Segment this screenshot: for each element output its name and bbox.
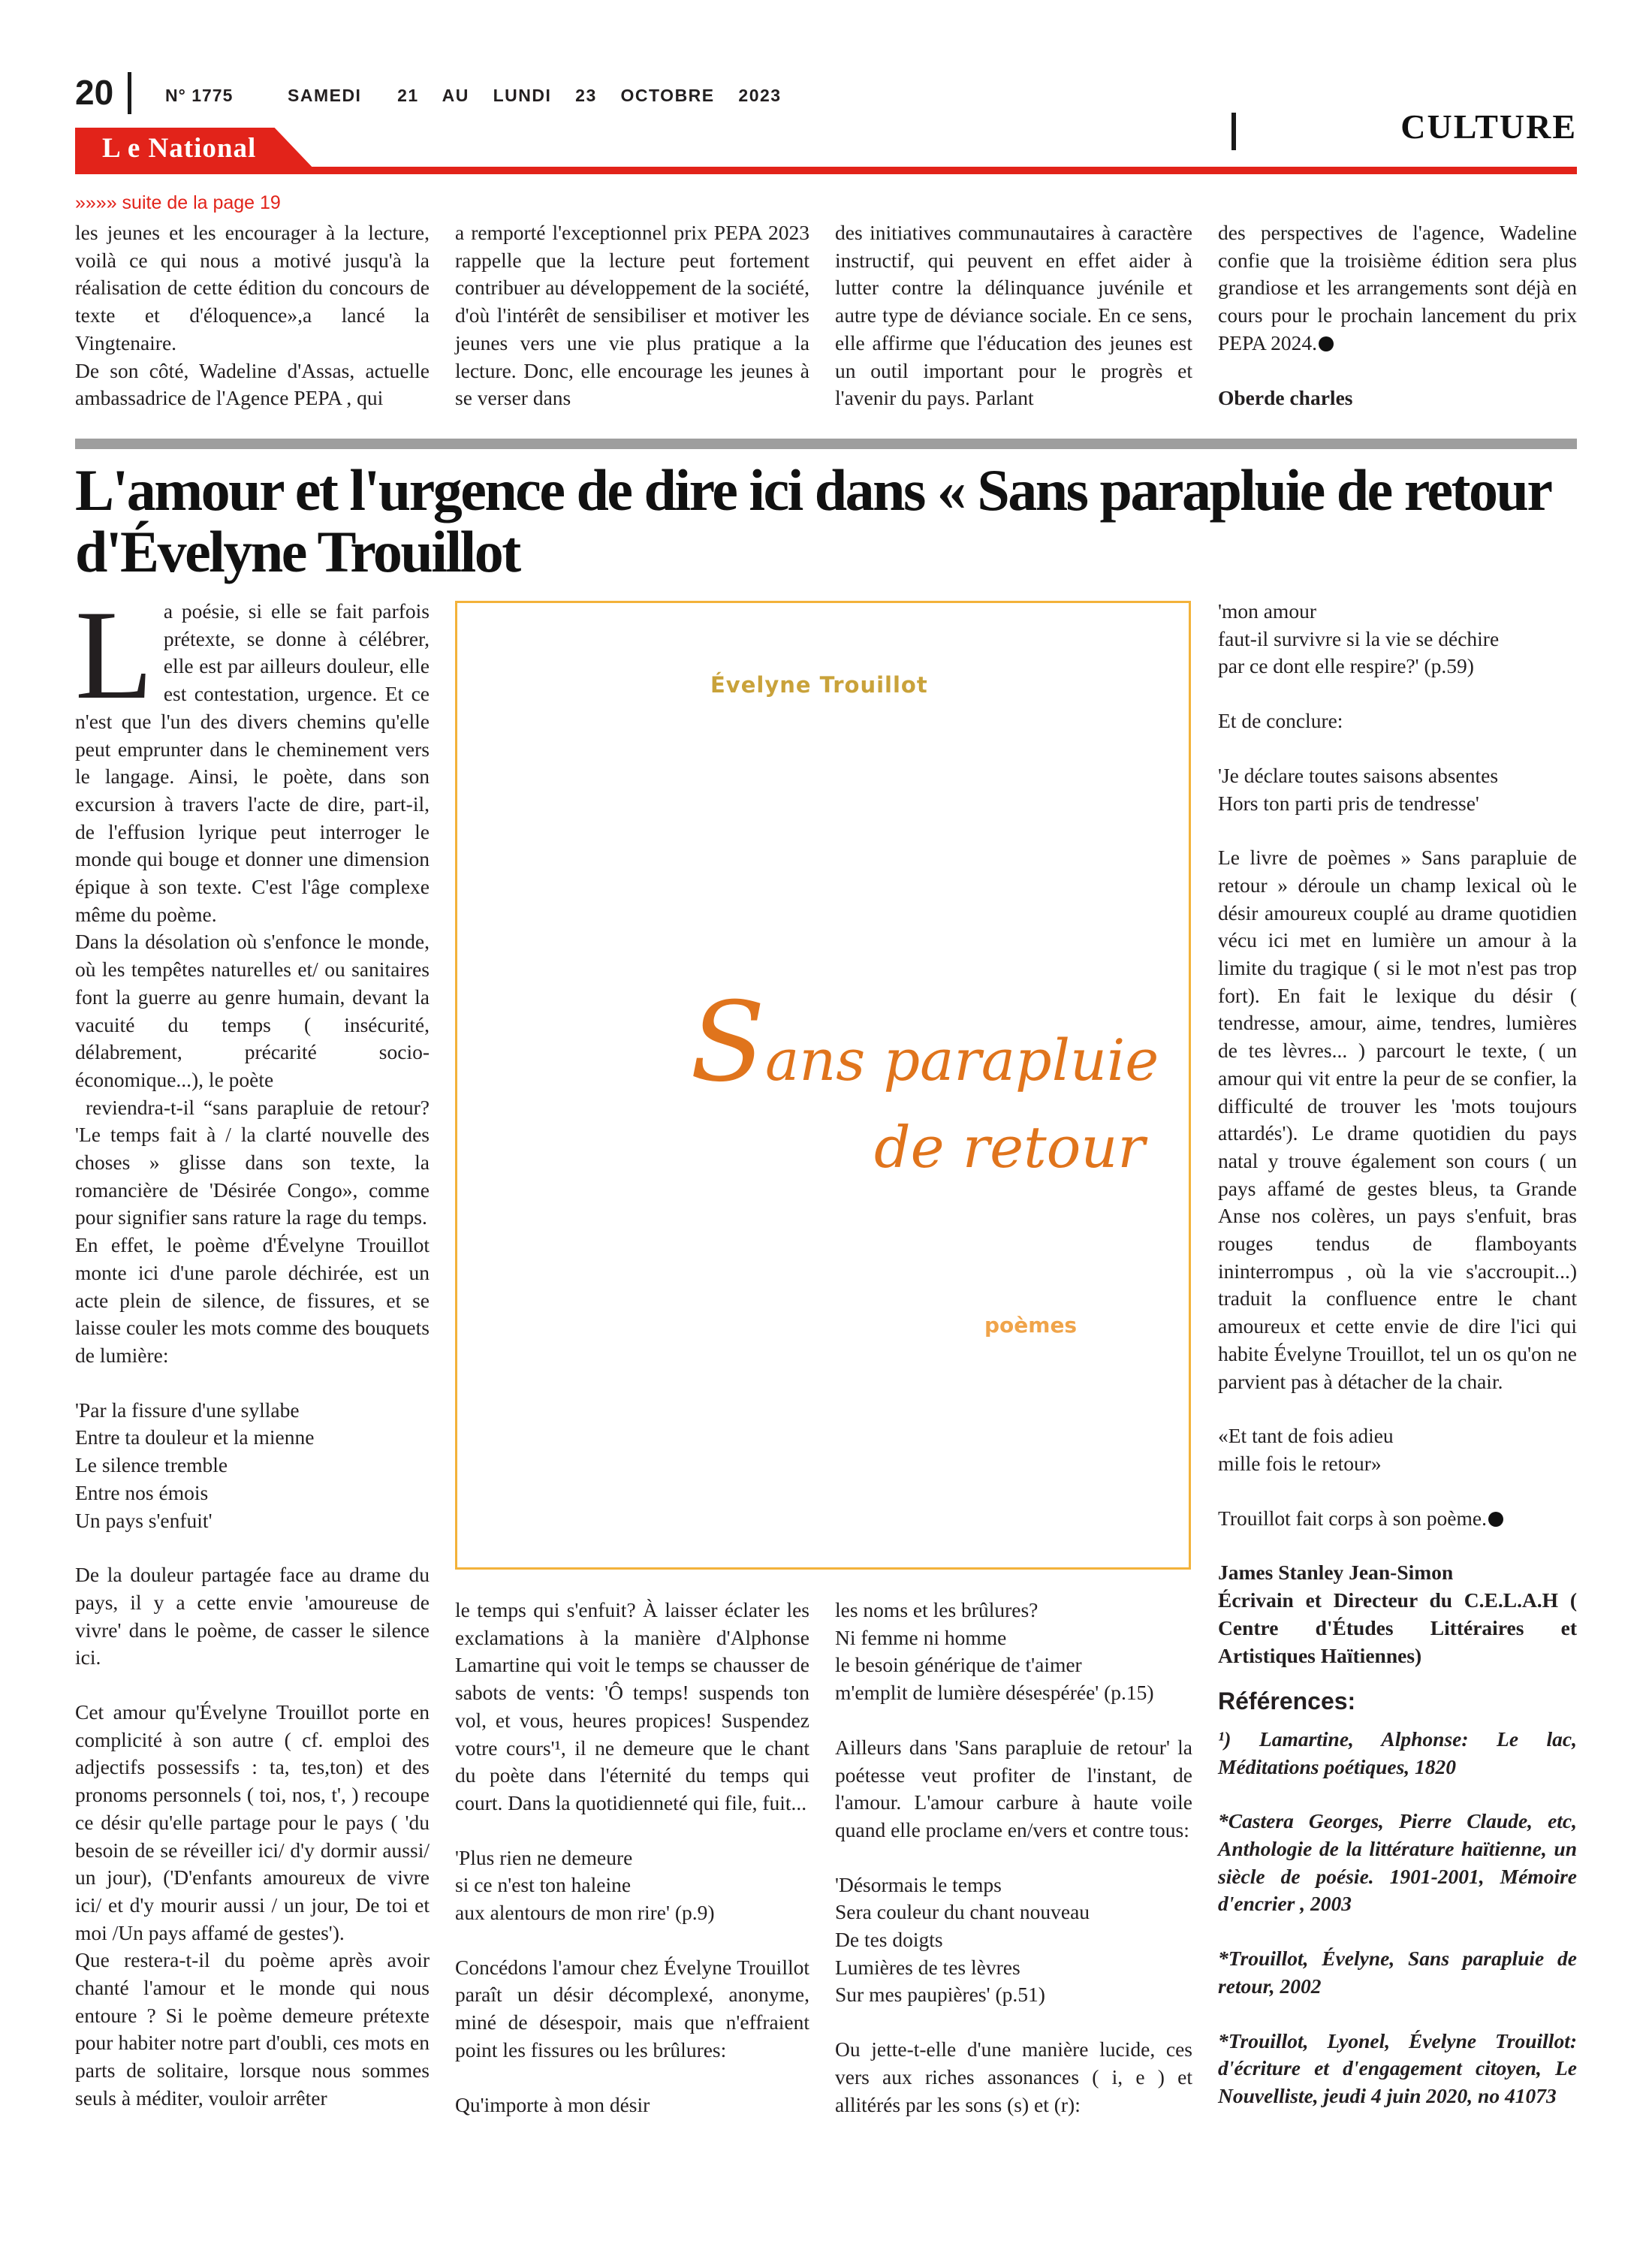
paragraph: Et de conclure: [1218, 709, 1343, 733]
paragraph-text: a poésie, si elle se fait parfois prétexte, se donne à célébrer, elle est par ailleurs douleur, elle est contestation, urgence. Et ce n'est que l'un des divers chemins qu'elle peut emprunter dans le cheminement vers le langage. Ainsi, le poète, dans son excursion à travers l'acte de dire, part-il, de l'effusion lyrique peut interroger le monde qui bouge et donner une dimension épique à son texte. C'est l'âge complexe même du poème. [75, 599, 430, 926]
paragraph [1218, 219, 1577, 357]
paragraph [75, 584, 430, 928]
paragraph [1218, 1505, 1577, 1533]
reference-item: *Trouillot, Lyonel, Évelyne Trouillot: d'écriture et d'engagement citoyen, Le Nouvelliste, jeudi 4 juin 2020, no 41073 [1218, 2028, 1577, 2107]
paragraph: Le livre de poèmes » Sans parapluie de retour » déroule un champ lexical où le désir amoureux couplé au drame quotidien vécu ici met en lumière un amour à la limite du tragique ( si le mot n'est pas trop fort). En fait le lexique du désir ( tendresse, amour, aime, tendres, lumières de tes lèvres... ) parcourt le texte, ( un amour qui vit entre la peur de se confier, la difficulté de trouver les 'mots toujours attardés'). Le drame quotidien du pays natal y trouve également son cours ( un pays affamé de gestes bleus, ta Grande Anse nos colères, un pays s'enfuit, bras rouges tendus de flamboyants ininterrompus , où la vie s'accroupit...) traduit la confluence entre le chant amoureux et cette envie de dire l'ici qui habite Évelyne Trouillot, tel un os qu'on ne parvient pas à détacher de la chair. [1218, 846, 1577, 1393]
cover-title-line-2: de retour [874, 1114, 1145, 1181]
paragraph: Cet amour qu'Évelyne Trouillot porte en complicité à son autre ( cf. emploi des adjectifs possessifs : ta, tes,ton) et des pronoms personnels ( toi, nos, t', ) recoupe ce désir qu'elle partage pour le pays ( 'du besoin de se réveiller ici/ d'y dormir aussi/ un jour), ('D'enfants amoureux de vivre ici/ et d'y mourir aussi / un jour, De toi et moi /Un pays affamé de gestes'). [75, 1700, 430, 1944]
prev-article-column-4 [1218, 219, 1577, 412]
end-mark-icon [1319, 336, 1334, 351]
newspaper-name: L e National [102, 133, 257, 164]
poem-excerpt: 'mon amour faut-il survivre si la vie se déchire par ce dont elle respire?' (p.59) [1218, 599, 1500, 678]
header-rule [75, 167, 1577, 174]
cover-title-rest: ans parapluie [765, 1027, 1159, 1093]
author-title: Écrivain et Directeur du C.E.L.A.H ( Centre d'Études Littéraires et Artistiques Haïtiennes) [1218, 1588, 1577, 1667]
references-heading: Références: [1218, 1687, 1356, 1715]
paragraph: Ailleurs dans 'Sans parapluie de retour' la poétesse veut profiter de l'instant, de l'amour. L'amour carbure à haute voile quand elle proclame en/vers et contre tous: [835, 1735, 1192, 1841]
poem-excerpt: «Et tant de fois adieu mille fois le retour» [1218, 1424, 1394, 1475]
paragraph: De son côté, Wadeline d'Assas, actuelle ambassadrice de l'Agence PEPA , qui [75, 358, 430, 410]
poem-excerpt: 'Plus rien ne demeure si ce n'est ton haleine aux alentours de mon rire' (p.9) [455, 1845, 715, 1925]
prev-article-column-1 [75, 219, 430, 412]
poem-excerpt: 'Désormais le temps Sera couleur du chant nouveau De tes doigts Lumières de tes lèvres Sur mes paupières' (p.51) [835, 1872, 1090, 2007]
continued-from-note: »»»» suite de la page 19 [75, 192, 281, 213]
poem-excerpt: les noms et les brûlures? Ni femme ni homme le besoin générique de t'aimer m'emplit de lumière désespérée' (p.15) [835, 1598, 1154, 1705]
reference-item: *Trouillot, Évelyne, Sans parapluie de retour, 2002 [1218, 1947, 1577, 1998]
article-column-4 [1218, 598, 1577, 2110]
paragraph: Que restera-t-il du poème après avoir chanté l'amour et le monde qui nous entoure ? Si le poème demeure prétexte pour habiter notre part d'oubli, ces mots en parts de solitaire, lorsque nous sommes seuls à méditer, vouloir arrêter [75, 1948, 430, 2110]
issue-number: N° 1775 [165, 86, 234, 105]
poem-excerpt: 'Je déclare toutes saisons absentes Hors ton parti pris de tendresse' [1218, 763, 1499, 815]
paragraph: les jeunes et les encourager à la lecture, voilà ce qui nous a motivé jusqu'à la réalisation de cette édition du concours de texte et d'éloquence»,a lancé la Vingtenaire. [75, 221, 430, 354]
cover-subtitle: poèmes [984, 1313, 1078, 1338]
book-cover-image [455, 601, 1191, 1570]
cover-title-initial: S [690, 979, 766, 1106]
article-separator [75, 439, 1577, 449]
paragraph-text: Trouillot fait corps à son poème. [1218, 1506, 1487, 1530]
paragraph: De la douleur partagée face au drame du pays, il y a cette envie 'amoureuse de vivre' dans le poème, de casser le silence ici. [75, 1563, 430, 1669]
paragraph: le temps qui s'enfuit? À laisser éclater les exclamations à la manière d'Alphonse Lamartine qui voit le temps se chausser de sabots de vents: 'Ô temps! suspends ton vol, et vous, heures propices! Suspendez votre cours'¹, il ne demeure que le chant du poète dans l'éternité du temps qui court. Dans la quotidienneté qui file, fuit... [455, 1598, 809, 1814]
section-title: CULTURE [1400, 107, 1577, 146]
prev-article-column-2 [455, 219, 809, 412]
end-mark-icon [1488, 1512, 1503, 1527]
paragraph: Dans la désolation où s'enfonce le monde, où les tempêtes naturelles et/ ou sanitaires font la guerre au genre humain, devant la vacuité du temps ( insécurité, délabrement, précarité socio-économique...), le poète [75, 930, 430, 1091]
poem-excerpt: 'Par la fissure d'une syllabe Entre ta douleur et la mienne Le silence tremble Entre nos émois Un pays s'enfuit' [75, 1398, 315, 1532]
article-column-2 [455, 1597, 809, 2119]
cover-title [690, 979, 1159, 1106]
paragraph: En effet, le poème d'Évelyne Trouillot monte ici d'une parole déchirée, est un acte plein de silence, de fissures, et se laisse couler les mots comme des bouquets de lumière: [75, 1233, 430, 1367]
paragraph: Ou jette-t-elle d'une manière lucide, ces vers aux riches assonances ( i, e ) et allitérés par les sons (s) et (r): [835, 2037, 1192, 2116]
prev-article-author: Oberde charles [1218, 385, 1353, 409]
page-number: 20 [75, 73, 114, 112]
reference-item: ¹) Lamartine, Alphonse: Le lac, Méditations poétiques, 1820 [1218, 1727, 1577, 1778]
article-column-1 [75, 584, 430, 2113]
section-divider [1231, 113, 1236, 150]
prev-article-column-3 [835, 219, 1192, 412]
article-headline: L'amour et l'urgence de dire ici dans « Sans parapluie de retour d'Évelyne Trouillot [75, 457, 1551, 584]
drop-cap: L [75, 584, 153, 725]
article-column-3 [835, 1597, 1192, 2119]
cover-author: Évelyne Trouillot [710, 672, 928, 698]
article-author: James Stanley Jean-Simon [1218, 1561, 1454, 1585]
paragraph: reviendra-t-il “sans parapluie de retour? 'Le temps fait à / la clarté nouvelle des choses » glisse dans son texte, la romancière de 'Désirée Congo», comme pour signifier sans rature la rage du temps. [75, 1095, 430, 1229]
paragraph: Concédons l'amour chez Évelyne Trouillot paraît un désir décomplexé, anonyme, miné de désespoir, mais que n'effraient point les fissures ou les brûlures: [455, 1955, 809, 2061]
paragraph: des initiatives communautaires à caractère instructif, qui peuvent en effet aider à lutter contre la délinquance juvénile et autre type de déviance sociale. En ce sens, elle affirme que l'éducation des jeunes est un outil important pour le progrès et l'avenir du pays. Parlant [835, 221, 1192, 410]
paragraph: Qu'importe à mon désir [455, 2092, 650, 2116]
paragraph-text: des perspectives de l'agence, Wadeline confie que la troisième édition sera plus grandiose et les arrangements sont déjà en cours pour le prochain lancement du prix PEPA 2024. [1218, 221, 1577, 354]
page-number-divider [128, 72, 131, 114]
issue-date: SAMEDI 21 AU LUNDI 23 OCTOBRE 2023 [288, 86, 782, 105]
reference-item: *Castera Georges, Pierre Claude, etc, Anthologie de la littérature haïtienne, un siècle de poésie. 1901-2001, Mémoire d'encrier , 2003 [1218, 1809, 1577, 1916]
paragraph: a remporté l'exceptionnel prix PEPA 2023 rappelle que la lecture peut fortement contribuer au développement de la société, d'où l'intérêt de sensibiliser et motiver les jeunes vers une vie plus pratique a la lecture. Donc, elle encourage les jeunes à se verser dans [455, 221, 809, 410]
